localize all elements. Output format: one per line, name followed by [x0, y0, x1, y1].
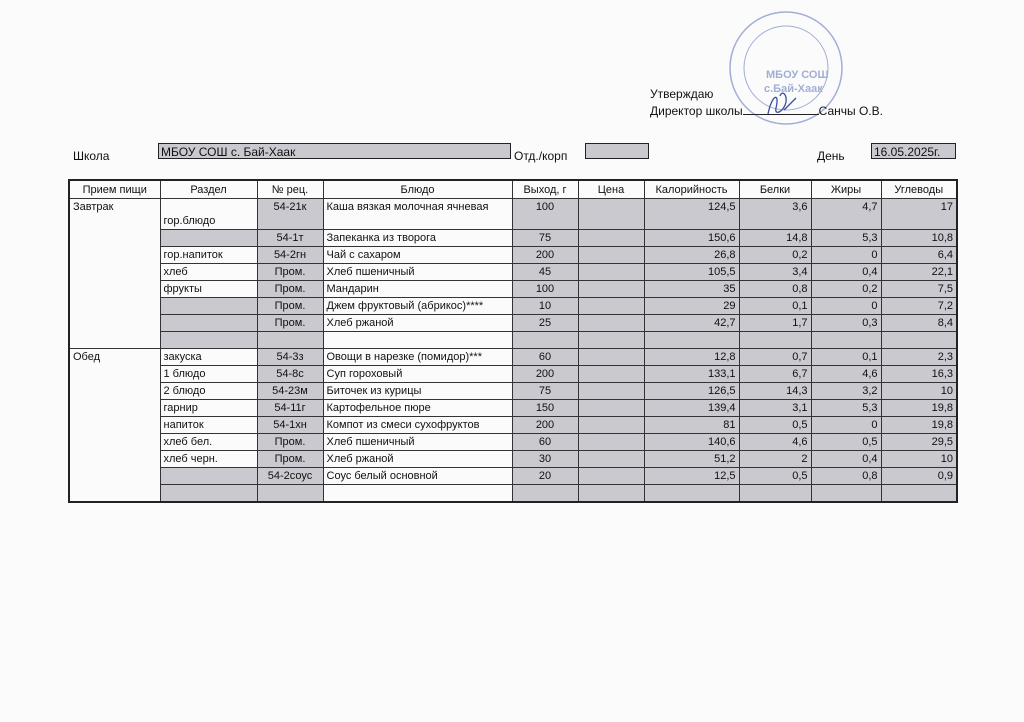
portion-weight: 100: [512, 281, 578, 298]
table-header-row: [69, 180, 957, 199]
meal-cell: [69, 468, 160, 485]
col-header: Жиры: [811, 180, 881, 199]
meal-cell: Завтрак: [69, 199, 160, 230]
protein: 14,3: [739, 383, 811, 400]
meal-cell: [69, 332, 160, 349]
dish-name: Компот из смеси сухофруктов: [323, 417, 512, 434]
protein: 0,1: [739, 298, 811, 315]
dish-name: [323, 332, 512, 349]
portion-weight: 45: [512, 264, 578, 281]
dept-label: Отд./корп: [514, 149, 568, 163]
protein: 14,8: [739, 230, 811, 247]
calories: 124,5: [644, 199, 739, 230]
price: [578, 315, 644, 332]
dish-name: Суп гороховый: [323, 366, 512, 383]
recipe-number: Пром.: [257, 451, 323, 468]
calories: 51,2: [644, 451, 739, 468]
carbohydrates: 19,8: [881, 400, 957, 417]
fat: 0,5: [811, 434, 881, 451]
section-cell: хлеб черн.: [160, 451, 257, 468]
dish-name: Биточек из курицы: [323, 383, 512, 400]
carbohydrates: 19,8: [881, 417, 957, 434]
carbohydrates: 8,4: [881, 315, 957, 332]
school-field: МБОУ СОШ с. Бай-Хаак: [158, 143, 511, 159]
price: [578, 349, 644, 366]
svg-text:с.Бай-Хаак: с.Бай-Хаак: [764, 83, 823, 95]
meal-cell: [69, 315, 160, 332]
portion-weight: 200: [512, 366, 578, 383]
meal-cell: [69, 366, 160, 383]
carbohydrates: 10,8: [881, 230, 957, 247]
table-row: [69, 485, 957, 503]
fat: 0: [811, 247, 881, 264]
protein: 3,4: [739, 264, 811, 281]
recipe-number: [257, 485, 323, 503]
dish-name: Хлеб ржаной: [323, 315, 512, 332]
calories: 133,1: [644, 366, 739, 383]
section-cell: напиток: [160, 417, 257, 434]
section-cell: гор.напиток: [160, 247, 257, 264]
col-header: Белки: [739, 180, 811, 199]
meal-cell: [69, 417, 160, 434]
recipe-number: 54-1т: [257, 230, 323, 247]
fat: 0,1: [811, 349, 881, 366]
menu-table: [68, 179, 958, 503]
fat: 0,4: [811, 264, 881, 281]
meal-cell: [69, 434, 160, 451]
dish-name: Соус белый основной: [323, 468, 512, 485]
table-row: [69, 366, 957, 383]
col-header: № рец.: [257, 180, 323, 199]
col-header: Прием пищи: [69, 180, 160, 199]
calories: 26,8: [644, 247, 739, 264]
price: [578, 468, 644, 485]
fat: 4,6: [811, 366, 881, 383]
table-row: [69, 417, 957, 434]
table-row: [69, 315, 957, 332]
col-header: Раздел: [160, 180, 257, 199]
price: [578, 281, 644, 298]
table-row: [69, 451, 957, 468]
fat: 0,2: [811, 281, 881, 298]
meal-cell: [69, 485, 160, 503]
section-cell: [160, 468, 257, 485]
recipe-number: 54-3з: [257, 349, 323, 366]
table-row: [69, 298, 957, 315]
fat: 0: [811, 298, 881, 315]
day-label: День: [817, 149, 845, 163]
carbohydrates: [881, 332, 957, 349]
section-cell: 1 блюдо: [160, 366, 257, 383]
section-cell: хлеб бел.: [160, 434, 257, 451]
meal-cell: [69, 281, 160, 298]
meal-cell: [69, 400, 160, 417]
meal-cell: [69, 451, 160, 468]
portion-weight: [512, 332, 578, 349]
col-header: Углеводы: [881, 180, 957, 199]
carbohydrates: 16,3: [881, 366, 957, 383]
protein: 0,7: [739, 349, 811, 366]
price: [578, 485, 644, 503]
dish-name: [323, 485, 512, 503]
dish-name: Мандарин: [323, 281, 512, 298]
portion-weight: 30: [512, 451, 578, 468]
fat: 0,3: [811, 315, 881, 332]
fat: 5,3: [811, 230, 881, 247]
meal-cell: [69, 247, 160, 264]
table-row: [69, 281, 957, 298]
carbohydrates: 10: [881, 383, 957, 400]
price: [578, 434, 644, 451]
calories: 42,7: [644, 315, 739, 332]
calories: 150,6: [644, 230, 739, 247]
col-header: Выход, г: [512, 180, 578, 199]
dish-name: Картофельное пюре: [323, 400, 512, 417]
recipe-number: 54-2соус: [257, 468, 323, 485]
recipe-number: [257, 332, 323, 349]
section-cell: хлеб: [160, 264, 257, 281]
section-cell: 2 блюдо: [160, 383, 257, 400]
price: [578, 383, 644, 400]
calories: 81: [644, 417, 739, 434]
section-cell: [160, 332, 257, 349]
protein: 0,8: [739, 281, 811, 298]
table-row: [69, 332, 957, 349]
price: [578, 230, 644, 247]
recipe-number: 54-21к: [257, 199, 323, 230]
protein: 1,7: [739, 315, 811, 332]
recipe-number: Пром.: [257, 281, 323, 298]
calories: 12,8: [644, 349, 739, 366]
portion-weight: 75: [512, 383, 578, 400]
meal-cell: [69, 383, 160, 400]
portion-weight: 200: [512, 417, 578, 434]
protein: 0,5: [739, 468, 811, 485]
fat: [811, 485, 881, 503]
table-row: [69, 383, 957, 400]
calories: 35: [644, 281, 739, 298]
dish-name: Чай с сахаром: [323, 247, 512, 264]
recipe-number: Пром.: [257, 298, 323, 315]
director-label: Директор школы: [650, 104, 743, 118]
dish-name: Джем фруктовый (абрикос)****: [323, 298, 512, 315]
portion-weight: 10: [512, 298, 578, 315]
meal-cell: Обед: [69, 349, 160, 366]
calories: 29: [644, 298, 739, 315]
calories: 105,5: [644, 264, 739, 281]
section-cell: [160, 298, 257, 315]
portion-weight: 60: [512, 434, 578, 451]
portion-weight: 60: [512, 349, 578, 366]
carbohydrates: 6,4: [881, 247, 957, 264]
price: [578, 451, 644, 468]
dish-name: Хлеб пшеничный: [323, 434, 512, 451]
protein: 3,6: [739, 199, 811, 230]
table-row: [69, 349, 957, 366]
approve-title: Утверждаю: [650, 87, 714, 101]
portion-weight: 25: [512, 315, 578, 332]
fat: 0,8: [811, 468, 881, 485]
section-cell: закуска: [160, 349, 257, 366]
carbohydrates: 22,1: [881, 264, 957, 281]
price: [578, 264, 644, 281]
table-row: [69, 400, 957, 417]
protein: [739, 485, 811, 503]
portion-weight: 75: [512, 230, 578, 247]
meal-cell: [69, 298, 160, 315]
section-cell: [160, 230, 257, 247]
recipe-number: Пром.: [257, 315, 323, 332]
col-header: Блюдо: [323, 180, 512, 199]
carbohydrates: 10: [881, 451, 957, 468]
svg-text:МБОУ СОШ: МБОУ СОШ: [766, 69, 829, 81]
carbohydrates: [881, 485, 957, 503]
calories: [644, 485, 739, 503]
table-row: [69, 199, 957, 230]
recipe-number: Пром.: [257, 434, 323, 451]
price: [578, 366, 644, 383]
section-cell: [160, 315, 257, 332]
protein: 0,2: [739, 247, 811, 264]
carbohydrates: 7,2: [881, 298, 957, 315]
carbohydrates: 29,5: [881, 434, 957, 451]
calories: 12,5: [644, 468, 739, 485]
calories: [644, 332, 739, 349]
price: [578, 417, 644, 434]
protein: 2: [739, 451, 811, 468]
table-row: [69, 247, 957, 264]
recipe-number: 54-2гн: [257, 247, 323, 264]
protein: 6,7: [739, 366, 811, 383]
recipe-number: 54-1хн: [257, 417, 323, 434]
dept-field: [585, 143, 649, 159]
fat: [811, 332, 881, 349]
carbohydrates: 2,3: [881, 349, 957, 366]
fat: 0,4: [811, 451, 881, 468]
portion-weight: 200: [512, 247, 578, 264]
table-row: [69, 230, 957, 247]
table-row: [69, 468, 957, 485]
protein: [739, 332, 811, 349]
col-header: Цена: [578, 180, 644, 199]
portion-weight: [512, 485, 578, 503]
school-label: Школа: [73, 149, 110, 163]
meal-cell: [69, 264, 160, 281]
section-cell: гарнир: [160, 400, 257, 417]
calories: 126,5: [644, 383, 739, 400]
price: [578, 332, 644, 349]
protein: 0,5: [739, 417, 811, 434]
carbohydrates: 17: [881, 199, 957, 230]
dish-name: Овощи в нарезке (помидор)***: [323, 349, 512, 366]
section-cell: фрукты: [160, 281, 257, 298]
dish-name: Каша вязкая молочная ячневая: [323, 199, 512, 230]
price: [578, 247, 644, 264]
section-cell: гор.блюдо: [160, 199, 257, 230]
recipe-number: 54-8с: [257, 366, 323, 383]
fat: 5,3: [811, 400, 881, 417]
dish-name: Запеканка из творога: [323, 230, 512, 247]
protein: 4,6: [739, 434, 811, 451]
recipe-number: 54-23м: [257, 383, 323, 400]
recipe-number: 54-11г: [257, 400, 323, 417]
fat: 0: [811, 417, 881, 434]
signature-scribble: [760, 84, 800, 124]
price: [578, 400, 644, 417]
director-name: Санчы О.В.: [818, 104, 883, 118]
carbohydrates: 7,5: [881, 281, 957, 298]
section-cell: [160, 485, 257, 503]
portion-weight: 100: [512, 199, 578, 230]
table-row: [69, 264, 957, 281]
dish-name: Хлеб пшеничный: [323, 264, 512, 281]
price: [578, 298, 644, 315]
price: [578, 199, 644, 230]
portion-weight: 20: [512, 468, 578, 485]
fat: 3,2: [811, 383, 881, 400]
table-row: [69, 434, 957, 451]
calories: 139,4: [644, 400, 739, 417]
fat: 4,7: [811, 199, 881, 230]
col-header: Калорийность: [644, 180, 739, 199]
carbohydrates: 0,9: [881, 468, 957, 485]
day-field: 16.05.2025г.: [871, 143, 956, 159]
portion-weight: 150: [512, 400, 578, 417]
calories: 140,6: [644, 434, 739, 451]
protein: 3,1: [739, 400, 811, 417]
recipe-number: Пром.: [257, 264, 323, 281]
meal-cell: [69, 230, 160, 247]
dish-name: Хлеб ржаной: [323, 451, 512, 468]
